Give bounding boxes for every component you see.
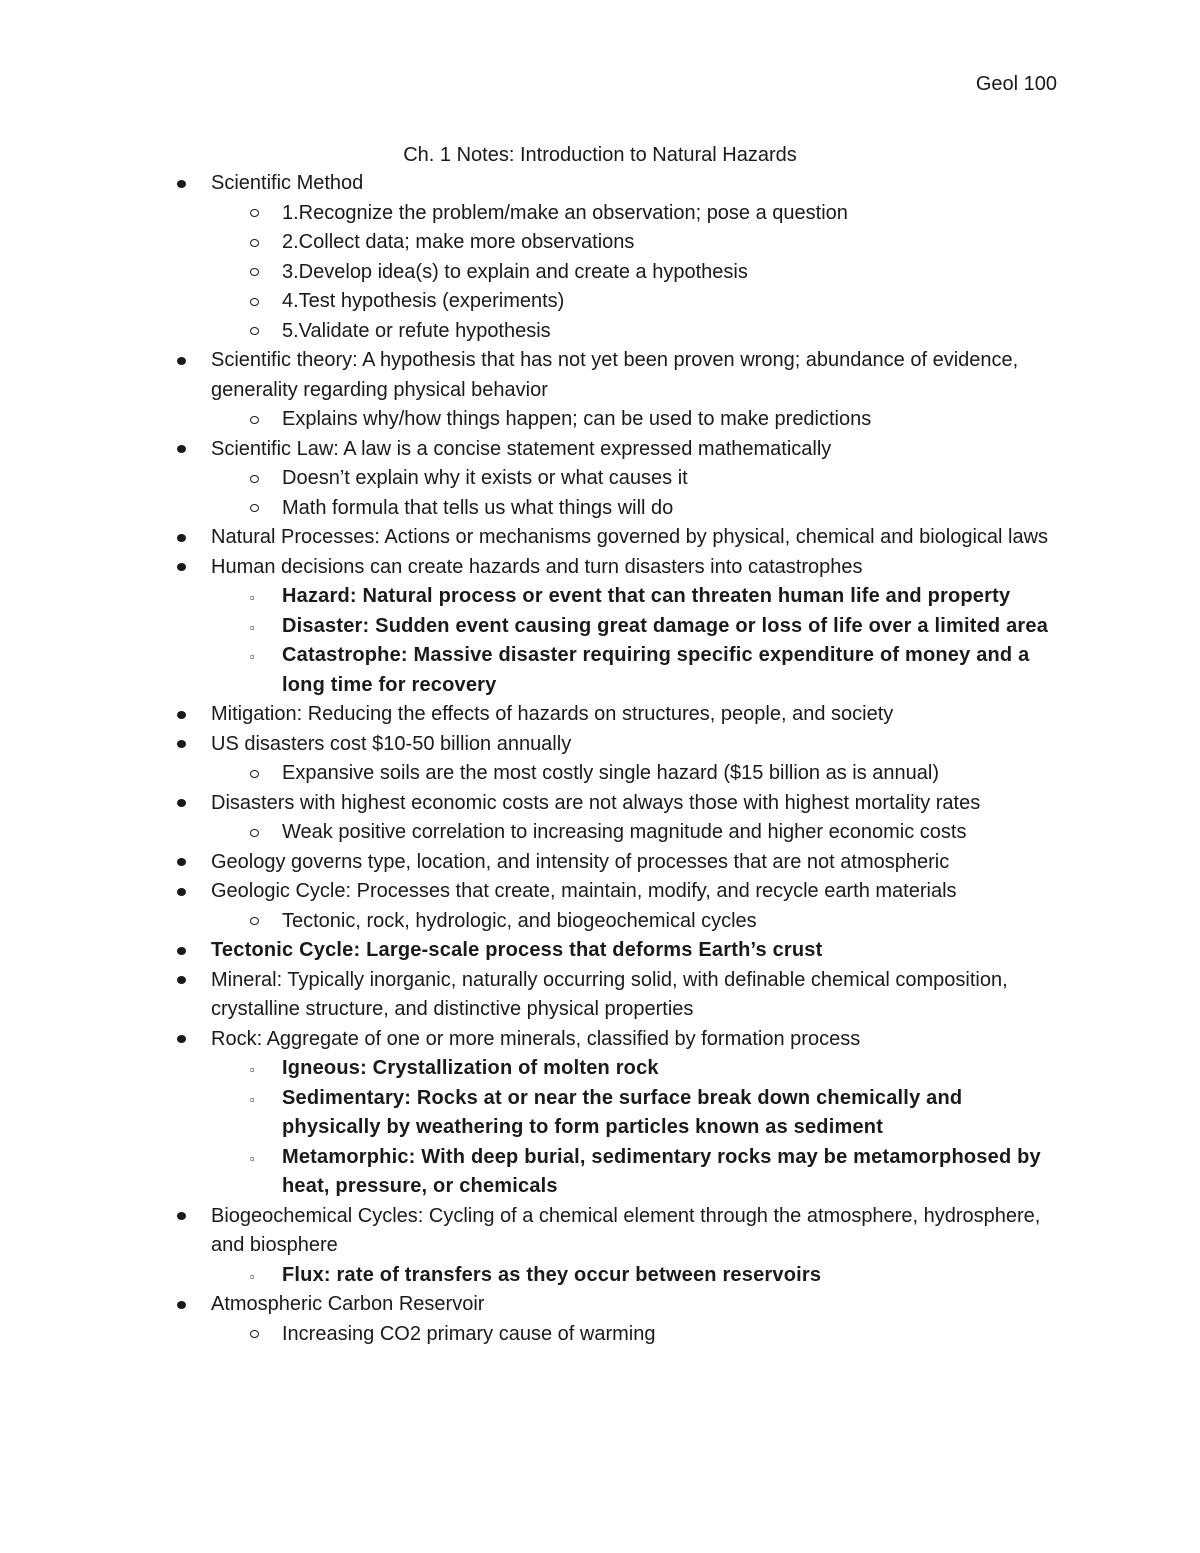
bullet-square-icon <box>250 1261 255 1291</box>
sub-list-item <box>0 1143 1064 1202</box>
bullet-circle-icon <box>250 494 259 524</box>
bullet-mark <box>250 1330 259 1338</box>
sub-list-item <box>0 1320 1064 1350</box>
bullet-circle-icon <box>250 199 259 229</box>
bullet-square-icon <box>250 1084 255 1114</box>
bullet-mark: ▫ <box>250 1150 255 1166</box>
bullet-mark <box>250 298 259 306</box>
list-item <box>0 169 1061 199</box>
sub-list-item <box>0 1084 1064 1143</box>
list-item <box>0 553 1061 583</box>
list-item <box>0 730 1061 760</box>
item-text: Human decisions can create hazards and turn disasters into catastrophes <box>211 555 863 578</box>
sub-list-item <box>0 494 1064 524</box>
bullet-disc-icon <box>177 169 186 199</box>
bullet-circle-icon <box>250 258 259 288</box>
bullet-circle-icon <box>250 907 259 937</box>
bullet-mark <box>177 445 186 453</box>
item-text: 5.Validate or refute hypothesis <box>282 319 551 342</box>
bullet-mark <box>177 858 186 866</box>
item-text: Scientific Method <box>211 172 364 194</box>
item-text: 1.Recognize the problem/make an observation; pose a question <box>282 201 848 224</box>
sub-list-item <box>0 818 1064 848</box>
item-text: Natural Processes: Actions or mechanisms governed by physical, chemical and biological laws <box>211 526 1049 548</box>
bullet-disc-icon <box>177 936 186 966</box>
sub-list-item <box>0 199 1064 229</box>
item-text: Catastrophe: Massive disaster requiring specific expenditure of money and a long time for recovery <box>282 644 1030 696</box>
sub-list-item <box>0 464 1064 494</box>
bullet-disc-icon <box>177 1025 186 1055</box>
bullet-disc-icon <box>177 877 186 907</box>
sub-list-item <box>0 1054 1064 1084</box>
bullet-mark <box>177 888 186 896</box>
bullet-mark <box>250 504 259 512</box>
list-item <box>0 966 1061 1025</box>
bullet-mark <box>250 209 259 217</box>
list-item <box>0 1290 1061 1320</box>
bullet-square-icon <box>250 1143 255 1173</box>
bullet-mark <box>177 563 186 571</box>
bullet-circle-icon <box>250 405 259 435</box>
sub-list-item <box>0 405 1064 435</box>
bullet-circle-icon <box>250 818 259 848</box>
list-item <box>0 877 1061 907</box>
item-text: Disaster: Sudden event causing great damage or loss of life over a limited area <box>282 614 1049 637</box>
bullet-mark <box>177 1212 186 1220</box>
bullet-mark: ▫ <box>250 649 255 665</box>
item-text: Mitigation: Reducing the effects of hazards on structures, people, and society <box>211 703 894 725</box>
item-text: Increasing CO2 primary cause of warming <box>282 1322 656 1345</box>
item-text: 2.Collect data; make more observations <box>282 231 635 253</box>
bullet-mark <box>177 1035 186 1043</box>
bullet-square-icon <box>250 1054 255 1084</box>
bullet-circle-icon <box>250 759 259 789</box>
sub-list-item <box>0 1261 1064 1291</box>
sub-list-item <box>0 612 1064 642</box>
sub-list-item <box>0 258 1064 288</box>
bullet-disc-icon <box>177 730 186 760</box>
bullet-mark <box>250 268 259 276</box>
bullet-disc-icon <box>177 523 186 553</box>
list-item <box>0 1025 1061 1055</box>
item-text: Igneous: Crystallization of molten rock <box>282 1057 659 1079</box>
item-text: Mineral: Typically inorganic, naturally occurring solid, with definable chemical composition, crystalline structure, and distinctive physical properties <box>211 968 1008 1020</box>
sub-list-item <box>0 907 1064 937</box>
bullet-mark <box>177 711 186 719</box>
list-item <box>0 936 1061 966</box>
list-item <box>0 789 1061 819</box>
bullet-square-icon <box>250 612 255 642</box>
sub-list-item <box>0 582 1064 612</box>
item-text: Scientific Law: A law is a concise statement expressed mathematically <box>211 437 832 460</box>
bullet-mark: ▫ <box>250 619 255 635</box>
bullet-circle-icon <box>250 228 259 258</box>
item-text: US disasters cost $10-50 billion annually <box>211 732 572 755</box>
bullet-mark <box>250 770 259 778</box>
list-item <box>0 435 1061 465</box>
bullet-mark <box>250 475 259 483</box>
item-text: Scientific theory: A hypothesis that has not yet been proven wrong; abundance of evidence, generality regarding physical behavior <box>211 349 1019 401</box>
item-text: Geology governs type, location, and intensity of processes that are not atmospheric <box>211 850 950 873</box>
bullet-disc-icon <box>177 700 186 730</box>
bullet-disc-icon <box>177 435 186 465</box>
page-title: Ch. 1 Notes: Introduction to Natural Hazards <box>403 144 797 166</box>
bullet-disc-icon <box>177 848 186 878</box>
sub-list-item <box>0 287 1064 317</box>
sub-list-item <box>0 759 1064 789</box>
course-header: Geol 100 <box>975 73 1057 95</box>
bullet-mark <box>177 799 186 807</box>
bullet-mark <box>250 829 259 837</box>
item-text: Biogeochemical Cycles: Cycling of a chemical element through the atmosphere, hydrosphere, and biosphere <box>211 1204 1041 1256</box>
bullet-mark <box>177 1301 186 1309</box>
bullet-disc-icon <box>177 553 186 583</box>
bullet-mark <box>177 740 186 748</box>
sub-list-item <box>0 228 1064 258</box>
list-item <box>0 523 1061 553</box>
list-item <box>0 848 1061 878</box>
bullet-mark: ▫ <box>250 1062 255 1078</box>
bullet-mark <box>250 416 259 424</box>
bullet-mark <box>250 917 259 925</box>
item-text: Explains why/how things happen; can be used to make predictions <box>282 408 872 430</box>
item-text: Geologic Cycle: Processes that create, maintain, modify, and recycle earth materials <box>211 880 957 902</box>
item-text: Disasters with highest economic costs are not always those with highest mortality rates <box>211 791 981 814</box>
item-text: Math formula that tells us what things will do <box>282 496 674 519</box>
item-text: 4.Test hypothesis (experiments) <box>282 290 565 312</box>
list-item <box>0 346 1061 405</box>
bullet-mark <box>177 357 186 365</box>
item-text: Expansive soils are the most costly single hazard ($15 billion as is annual) <box>282 762 940 784</box>
bullet-disc-icon <box>177 966 186 996</box>
item-text: Metamorphic: With deep burial, sedimentary rocks may be metamorphosed by heat, pressure, or chemicals <box>282 1145 1041 1197</box>
bullet-mark <box>250 327 259 335</box>
list-item <box>0 700 1061 730</box>
bullet-mark <box>177 534 186 542</box>
bullet-disc-icon <box>177 346 186 376</box>
item-text: Rock: Aggregate of one or more minerals, classified by formation process <box>211 1027 861 1050</box>
bullet-square-icon <box>250 582 255 612</box>
bullet-mark: ▫ <box>250 1091 255 1107</box>
item-text: Doesn’t explain why it exists or what causes it <box>282 467 688 489</box>
bullet-disc-icon <box>177 1202 186 1232</box>
item-text: Sedimentary: Rocks at or near the surface break down chemically and physically by weathering to form particles known as sediment <box>282 1086 963 1138</box>
bullet-mark <box>177 947 186 955</box>
bullet-mark <box>177 976 186 984</box>
item-text: Hazard: Natural process or event that can threaten human life and property <box>282 585 1011 607</box>
item-text: Tectonic Cycle: Large-scale process that deforms Earth’s crust <box>211 939 823 961</box>
item-text: Weak positive correlation to increasing magnitude and higher economic costs <box>282 821 967 843</box>
bullet-mark: ▫ <box>250 1268 255 1284</box>
notes-list <box>0 169 1200 1349</box>
bullet-mark <box>250 239 259 247</box>
item-text: Flux: rate of transfers as they occur between reservoirs <box>282 1263 822 1286</box>
item-text: Atmospheric Carbon Reservoir <box>211 1293 485 1315</box>
item-text: Tectonic, rock, hydrologic, and biogeochemical cycles <box>282 909 757 932</box>
bullet-mark <box>177 180 186 188</box>
bullet-circle-icon <box>250 1320 259 1350</box>
bullet-circle-icon <box>250 317 259 347</box>
bullet-disc-icon <box>177 789 186 819</box>
sub-list-item <box>0 317 1064 347</box>
bullet-square-icon <box>250 641 255 671</box>
bullet-circle-icon <box>250 287 259 317</box>
list-item <box>0 1202 1061 1261</box>
bullet-disc-icon <box>177 1290 186 1320</box>
item-text: 3.Develop idea(s) to explain and create a hypothesis <box>282 260 748 283</box>
sub-list-item <box>0 641 1064 700</box>
bullet-mark: ▫ <box>250 590 255 606</box>
bullet-circle-icon <box>250 464 259 494</box>
